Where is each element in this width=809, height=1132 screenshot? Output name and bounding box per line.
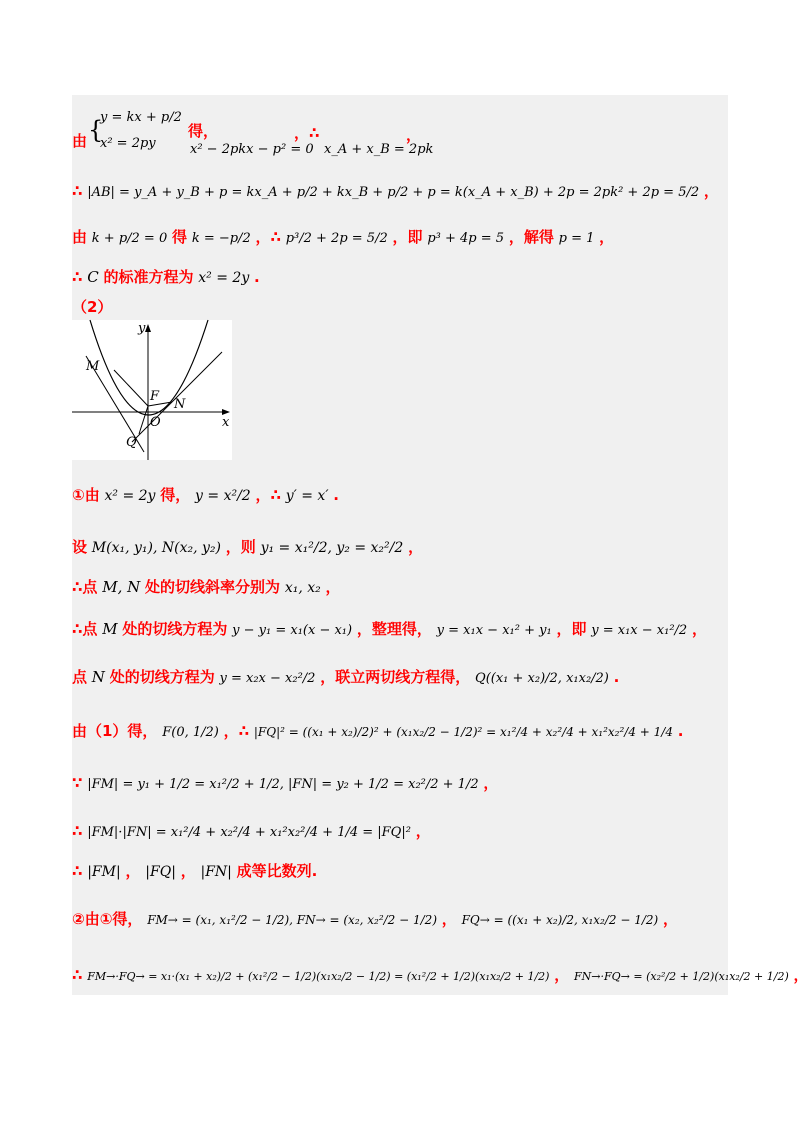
line-16 [72, 964, 809, 985]
text-geometric-sequence: 成等比数列. [236, 862, 318, 880]
segment-mf [114, 370, 148, 406]
fq-squared: |FQ|² = ((x₁ + x₂)/2)² + (x₁x₂/2 − 1/2)² = x₁²/4 + x₂²/4 + x₁²x₂²/4 + 1/4 [253, 725, 673, 739]
p-equation: p³/2 + 2p = 5/2 [285, 231, 388, 246]
y-values: y₁ = x₁²/2, y₂ = x₂²/2 [260, 540, 404, 556]
y-axis-arrow [145, 324, 151, 332]
text-therefore: ∴ [72, 966, 83, 984]
text-point: 点 [72, 668, 88, 686]
focus-f: F(0, 1/2) [162, 725, 219, 740]
text-comma: ， [692, 620, 708, 638]
ab-length-formula: |AB| = y_A + y_B + p = kx_A + p/2 + kx_B + p/2 + p = k(x_A + x_B) + 2p = 2pk² + 2p = 5/2 [87, 185, 700, 200]
abs-fm: |FM| [87, 864, 121, 880]
text-you: 由 [72, 228, 88, 246]
tangent-m-eq: y − y₁ = x₁(x − x₁) [232, 623, 353, 638]
label-y: y [138, 321, 146, 336]
text-therefore: ∴ [72, 862, 83, 880]
k-condition: k + p/2 = 0 [91, 231, 168, 246]
vectors-fm-fn: FM→ = (x₁, x₁²/2 − 1/2), FN→ = (x₂, x₂²/2 − 1/2) [147, 913, 437, 927]
curve-name: C [87, 268, 99, 286]
line-14 [72, 860, 317, 881]
label-f: F [150, 389, 160, 404]
text-therefore: ，∴ [294, 124, 320, 142]
abs-fq: |FQ| [145, 864, 176, 880]
text-comma: ， [180, 862, 196, 880]
text-ze: ，则 [225, 538, 256, 556]
line-15 [72, 908, 678, 929]
line-13 [72, 820, 431, 841]
line-12 [72, 772, 498, 793]
abs-fn: |FN| [200, 864, 232, 880]
text-because: ∵ [72, 774, 83, 792]
system-row-2: x² = 2py [100, 136, 156, 151]
text-comma: ， [441, 910, 457, 928]
text-therefore: ，∴ [255, 228, 281, 246]
line-4 [72, 266, 260, 287]
line-7 [72, 536, 423, 557]
text-comma: ， [415, 822, 431, 840]
text-comma: ， [125, 862, 141, 880]
line-2 [72, 180, 719, 201]
parabola-curve [90, 320, 208, 415]
point-q: Q((x₁ + x₂)/2, x₁x₂/2) [475, 671, 609, 686]
line-5 [72, 296, 112, 317]
y-function: y = x²/2 [195, 488, 251, 504]
line-9 [72, 618, 707, 639]
parabola-eq: x² = 2y [104, 488, 156, 504]
text-from-part-1: 由（1）得， [72, 722, 158, 740]
text-comma: ， [703, 182, 719, 200]
p-solution: p = 1 [558, 231, 595, 246]
text-de: 得， [160, 486, 191, 504]
label-q: Q [126, 435, 137, 450]
text-de: 得， [188, 122, 219, 140]
text-simplify: ，整理得， [356, 620, 432, 638]
text-comma: ， [325, 578, 341, 596]
label-x: x [222, 415, 230, 430]
text-comma: ， [408, 538, 424, 556]
line-11 [72, 720, 683, 741]
dot-fm-fq: FM→·FQ→ = x₁·(x₁ + x₂)/2 + (x₁²/2 − 1/2)(x₁x₂/2 − 1/2) = (x₁²/2 + 1/2)(x₁x₂/2 + 1/2) [87, 970, 550, 983]
p-cubic: p³ + 4p = 5 [427, 231, 505, 246]
points-mn: M(x₁, y₁), N(x₂, y₂) [91, 540, 221, 556]
part-2-label: （2） [72, 298, 113, 316]
label-o: O [150, 415, 161, 430]
line-3 [72, 226, 614, 247]
dot-fn-fq: FN→·FQ→ = (x₂²/2 + 1/2)(x₁x₂/2 + 1/2) [574, 970, 789, 983]
text-step-1: ①由 [72, 486, 100, 504]
text-period: . [254, 268, 260, 286]
text-ji: ，即 [392, 228, 423, 246]
text-period: . [333, 486, 339, 504]
text-comma: ， [793, 966, 809, 984]
tangent-n-eq: y = x₂x − x₂²/2 [219, 671, 316, 686]
fm-fn-lengths: |FM| = y₁ + 1/2 = x₁²/2 + 1/2, |FN| = y₂ + 1/2 = x₂²/2 + 1/2 [87, 777, 479, 792]
text-therefore: ，∴ [223, 722, 250, 740]
quadratic-equation: x² − 2pkx − p² = 0 [190, 142, 314, 157]
text-combine: ，联立两切线方程得， [320, 668, 471, 686]
text-ji: ，即 [556, 620, 587, 638]
points-mn-label: M, N [102, 578, 141, 596]
point-n-label: N [91, 668, 105, 686]
vector-fq: FQ→ = ((x₁ + x₂)/2, x₁x₂/2 − 1/2) [461, 913, 659, 927]
text-step-2: ②由①得， [72, 910, 143, 928]
text-comma: ， [662, 910, 678, 928]
line-10 [72, 666, 619, 687]
fm-fn-product: |FM|·|FN| = x₁²/4 + x₂²/4 + x₁²x₂²/4 + 1/4 = |FQ|² [87, 825, 411, 840]
label-m: M [86, 359, 100, 374]
k-value: k = −p/2 [191, 231, 251, 246]
text-therefore: ∴ [72, 268, 83, 286]
text-tangent-eq: 处的切线方程为 [109, 668, 215, 686]
text-therefore-point: ∴点 [72, 620, 98, 638]
brace-symbol: { [88, 116, 104, 144]
parabola-svg [72, 320, 232, 460]
text-comma: ， [554, 966, 570, 984]
text-comma: ， [406, 126, 422, 144]
sum-roots: x_A + x_B = 2pk [324, 142, 434, 157]
text-tangent-eq: 处的切线方程为 [122, 620, 228, 638]
text-she: 设 [72, 538, 88, 556]
text-therefore: ∴ [72, 822, 83, 840]
standard-equation: x² = 2y [198, 270, 250, 286]
derivative: y′ = x′ [285, 488, 329, 504]
tangent-m-simplified: y = x₁x − x₁²/2 [591, 623, 688, 638]
text-de: 得 [172, 228, 188, 246]
point-m-label: M [102, 620, 118, 638]
text-comma: ， [483, 774, 499, 792]
parabola-diagram [72, 320, 232, 460]
text-period: . [677, 722, 684, 740]
text-comma: ， [599, 228, 615, 246]
text-slopes: 处的切线斜率分别为 [145, 578, 281, 596]
line-6 [72, 484, 339, 505]
text-standard-equation: 的标准方程为 [103, 268, 194, 286]
text-you: 由 [72, 132, 88, 150]
text-therefore-point: ∴点 [72, 578, 98, 596]
label-n: N [174, 397, 186, 412]
text-therefore: ∴ [72, 182, 83, 200]
text-therefore: ，∴ [255, 486, 281, 504]
slopes: x₁, x₂ [284, 580, 321, 596]
text-jiede: ，解得 [508, 228, 554, 246]
text-period: . [613, 668, 620, 686]
line-8 [72, 576, 341, 597]
system-row-1: y = kx + p/2 [100, 110, 182, 125]
tangent-m-expanded: y = x₁x − x₁² + y₁ [436, 623, 552, 638]
